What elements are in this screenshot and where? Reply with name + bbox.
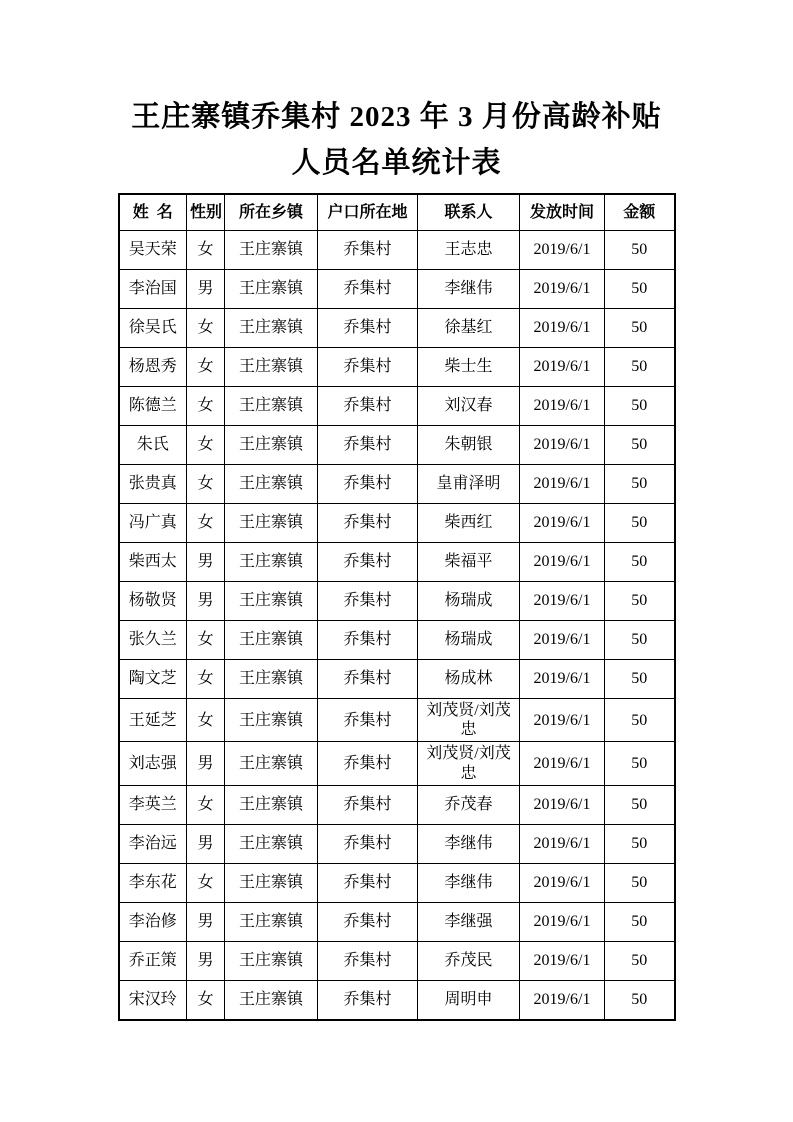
table-cell: 2019/6/1 [520, 824, 605, 863]
table-cell: 男 [187, 902, 225, 941]
table-cell: 冯广真 [119, 504, 187, 543]
table-cell: 刘茂贤/刘茂忠 [418, 742, 520, 785]
table-cell: 2019/6/1 [520, 270, 605, 309]
table-row [119, 348, 675, 387]
table-cell: 乔集村 [318, 980, 418, 1020]
table-cell: 刘汉春 [418, 387, 520, 426]
table-cell: 徐吴氏 [119, 309, 187, 348]
table-cell: 乔茂春 [418, 785, 520, 824]
table-cell: 50 [605, 660, 675, 699]
table-cell: 乔集村 [318, 465, 418, 504]
table-cell: 乔集村 [318, 270, 418, 309]
table-cell: 王庄寨镇 [225, 941, 318, 980]
table-cell: 王庄寨镇 [225, 387, 318, 426]
table-cell: 2019/6/1 [520, 504, 605, 543]
table-cell: 李继强 [418, 902, 520, 941]
table-row [119, 824, 675, 863]
table-cell: 刘志强 [119, 742, 187, 785]
table-cell: 王庄寨镇 [225, 348, 318, 387]
table-cell: 乔集村 [318, 543, 418, 582]
table-cell: 王庄寨镇 [225, 270, 318, 309]
table-cell: 女 [187, 426, 225, 465]
table-row [119, 582, 675, 621]
table-cell: 男 [187, 582, 225, 621]
table-cell: 男 [187, 270, 225, 309]
table-cell: 50 [605, 902, 675, 941]
table-row [119, 863, 675, 902]
table-cell: 王庄寨镇 [225, 980, 318, 1020]
table-cell: 王庄寨镇 [225, 742, 318, 785]
table-cell: 王庄寨镇 [225, 824, 318, 863]
table-cell: 2019/6/1 [520, 941, 605, 980]
table-cell: 乔集村 [318, 699, 418, 742]
table-cell: 2019/6/1 [520, 426, 605, 465]
table-cell: 男 [187, 824, 225, 863]
table-cell: 王庄寨镇 [225, 426, 318, 465]
table-row [119, 699, 675, 742]
table-cell: 乔集村 [318, 660, 418, 699]
title-line-2: 人员名单统计表 [291, 147, 502, 179]
table-cell: 乔正策 [119, 941, 187, 980]
table-cell: 50 [605, 863, 675, 902]
table-cell: 男 [187, 543, 225, 582]
table-cell: 朱氏 [119, 426, 187, 465]
table-cell: 2019/6/1 [520, 621, 605, 660]
table-cell: 吴天荣 [119, 231, 187, 270]
table-row [119, 504, 675, 543]
table-row [119, 270, 675, 309]
table-cell: 王延芝 [119, 699, 187, 742]
header-cell: 户口所在地 [318, 194, 418, 231]
page-title [0, 0, 793, 186]
table-cell: 柴西太 [119, 543, 187, 582]
table-cell: 陈德兰 [119, 387, 187, 426]
table-cell: 朱朝银 [418, 426, 520, 465]
table-cell: 王庄寨镇 [225, 785, 318, 824]
table-cell: 王庄寨镇 [225, 543, 318, 582]
table-cell: 50 [605, 465, 675, 504]
table-cell: 李治修 [119, 902, 187, 941]
table-cell: 杨恩秀 [119, 348, 187, 387]
table-cell: 李继伟 [418, 824, 520, 863]
table-row [119, 465, 675, 504]
table-row [119, 785, 675, 824]
table-cell: 王庄寨镇 [225, 621, 318, 660]
table-cell: 2019/6/1 [520, 863, 605, 902]
table-row [119, 621, 675, 660]
table-row [119, 231, 675, 270]
table-cell: 乔集村 [318, 941, 418, 980]
table-cell: 王庄寨镇 [225, 465, 318, 504]
table-cell: 50 [605, 348, 675, 387]
table-cell: 杨成林 [418, 660, 520, 699]
table-cell: 女 [187, 231, 225, 270]
table-cell: 乔集村 [318, 504, 418, 543]
table-cell: 乔集村 [318, 902, 418, 941]
table-cell: 张久兰 [119, 621, 187, 660]
table-cell: 2019/6/1 [520, 902, 605, 941]
table-cell: 李继伟 [418, 270, 520, 309]
header-cell: 性别 [187, 194, 225, 231]
table-row [119, 660, 675, 699]
table-cell: 乔集村 [318, 426, 418, 465]
table-cell: 2019/6/1 [520, 785, 605, 824]
table-cell: 乔集村 [318, 387, 418, 426]
subsidy-roster-table [118, 193, 676, 1021]
table-cell: 王庄寨镇 [225, 699, 318, 742]
table-cell: 徐基红 [418, 309, 520, 348]
table-cell: 女 [187, 699, 225, 742]
table-cell: 50 [605, 621, 675, 660]
table-cell: 女 [187, 785, 225, 824]
table-cell: 2019/6/1 [520, 699, 605, 742]
table-cell: 杨敬贤 [119, 582, 187, 621]
table-cell: 王庄寨镇 [225, 504, 318, 543]
table-cell: 李继伟 [418, 863, 520, 902]
table-cell: 王志忠 [418, 231, 520, 270]
table-cell: 50 [605, 504, 675, 543]
table-row [119, 426, 675, 465]
table-cell: 女 [187, 465, 225, 504]
table-cell: 2019/6/1 [520, 387, 605, 426]
table-cell: 李治国 [119, 270, 187, 309]
header-cell: 发放时间 [520, 194, 605, 231]
table-cell: 女 [187, 980, 225, 1020]
table-cell: 2019/6/1 [520, 742, 605, 785]
table-body [119, 231, 675, 1020]
table-cell: 王庄寨镇 [225, 660, 318, 699]
table-cell: 2019/6/1 [520, 465, 605, 504]
table-cell: 50 [605, 785, 675, 824]
table-row [119, 980, 675, 1020]
table-row [119, 941, 675, 980]
table-cell: 女 [187, 621, 225, 660]
table-cell: 50 [605, 309, 675, 348]
table-cell: 50 [605, 980, 675, 1020]
table-row [119, 309, 675, 348]
table-cell: 乔茂民 [418, 941, 520, 980]
table-cell: 女 [187, 504, 225, 543]
table-cell: 乔集村 [318, 309, 418, 348]
table-cell: 50 [605, 941, 675, 980]
table-cell: 李东花 [119, 863, 187, 902]
table-cell: 张贵真 [119, 465, 187, 504]
table-cell: 50 [605, 270, 675, 309]
table-cell: 2019/6/1 [520, 660, 605, 699]
header-cell: 金额 [605, 194, 675, 231]
table-cell: 柴西红 [418, 504, 520, 543]
table-cell: 50 [605, 582, 675, 621]
table-cell: 2019/6/1 [520, 980, 605, 1020]
title-line-1: 王庄寨镇乔集村 2023 年 3 月份高龄补贴 [131, 101, 662, 133]
table-row [119, 387, 675, 426]
table-cell: 2019/6/1 [520, 543, 605, 582]
table-cell: 王庄寨镇 [225, 309, 318, 348]
table-row [119, 902, 675, 941]
table-cell: 柴福平 [418, 543, 520, 582]
table-cell: 2019/6/1 [520, 309, 605, 348]
table-cell: 王庄寨镇 [225, 231, 318, 270]
table-cell: 男 [187, 941, 225, 980]
table-cell: 皇甫泽明 [418, 465, 520, 504]
table-cell: 乔集村 [318, 621, 418, 660]
table-cell: 50 [605, 387, 675, 426]
table-cell: 乔集村 [318, 582, 418, 621]
table-cell: 50 [605, 231, 675, 270]
table-row [119, 742, 675, 785]
table-cell: 李英兰 [119, 785, 187, 824]
table-cell: 2019/6/1 [520, 582, 605, 621]
table-cell: 刘茂贤/刘茂忠 [418, 699, 520, 742]
table-cell: 2019/6/1 [520, 348, 605, 387]
table-cell: 乔集村 [318, 824, 418, 863]
table-cell: 王庄寨镇 [225, 902, 318, 941]
table-cell: 乔集村 [318, 348, 418, 387]
table-cell: 杨瑞成 [418, 582, 520, 621]
header-cell: 所在乡镇 [225, 194, 318, 231]
table-cell: 柴士生 [418, 348, 520, 387]
table-cell: 50 [605, 824, 675, 863]
table-cell: 王庄寨镇 [225, 582, 318, 621]
table-cell: 女 [187, 348, 225, 387]
table-cell: 乔集村 [318, 785, 418, 824]
table-cell: 李治远 [119, 824, 187, 863]
table-cell: 乔集村 [318, 231, 418, 270]
table-cell: 杨瑞成 [418, 621, 520, 660]
table-cell: 乔集村 [318, 863, 418, 902]
table-cell: 陶文芝 [119, 660, 187, 699]
table-cell: 50 [605, 742, 675, 785]
table-cell: 宋汉玲 [119, 980, 187, 1020]
table-cell: 50 [605, 699, 675, 742]
table-cell: 男 [187, 742, 225, 785]
header-cell: 联系人 [418, 194, 520, 231]
table-header-row [119, 194, 675, 231]
table-cell: 50 [605, 426, 675, 465]
table-cell: 乔集村 [318, 742, 418, 785]
header-cell: 姓 名 [119, 194, 187, 231]
table-cell: 女 [187, 660, 225, 699]
table-cell: 女 [187, 863, 225, 902]
table-cell: 周明申 [418, 980, 520, 1020]
table-cell: 女 [187, 387, 225, 426]
table-row [119, 543, 675, 582]
table-cell: 50 [605, 543, 675, 582]
table-cell: 女 [187, 309, 225, 348]
table-cell: 2019/6/1 [520, 231, 605, 270]
table-cell: 王庄寨镇 [225, 863, 318, 902]
